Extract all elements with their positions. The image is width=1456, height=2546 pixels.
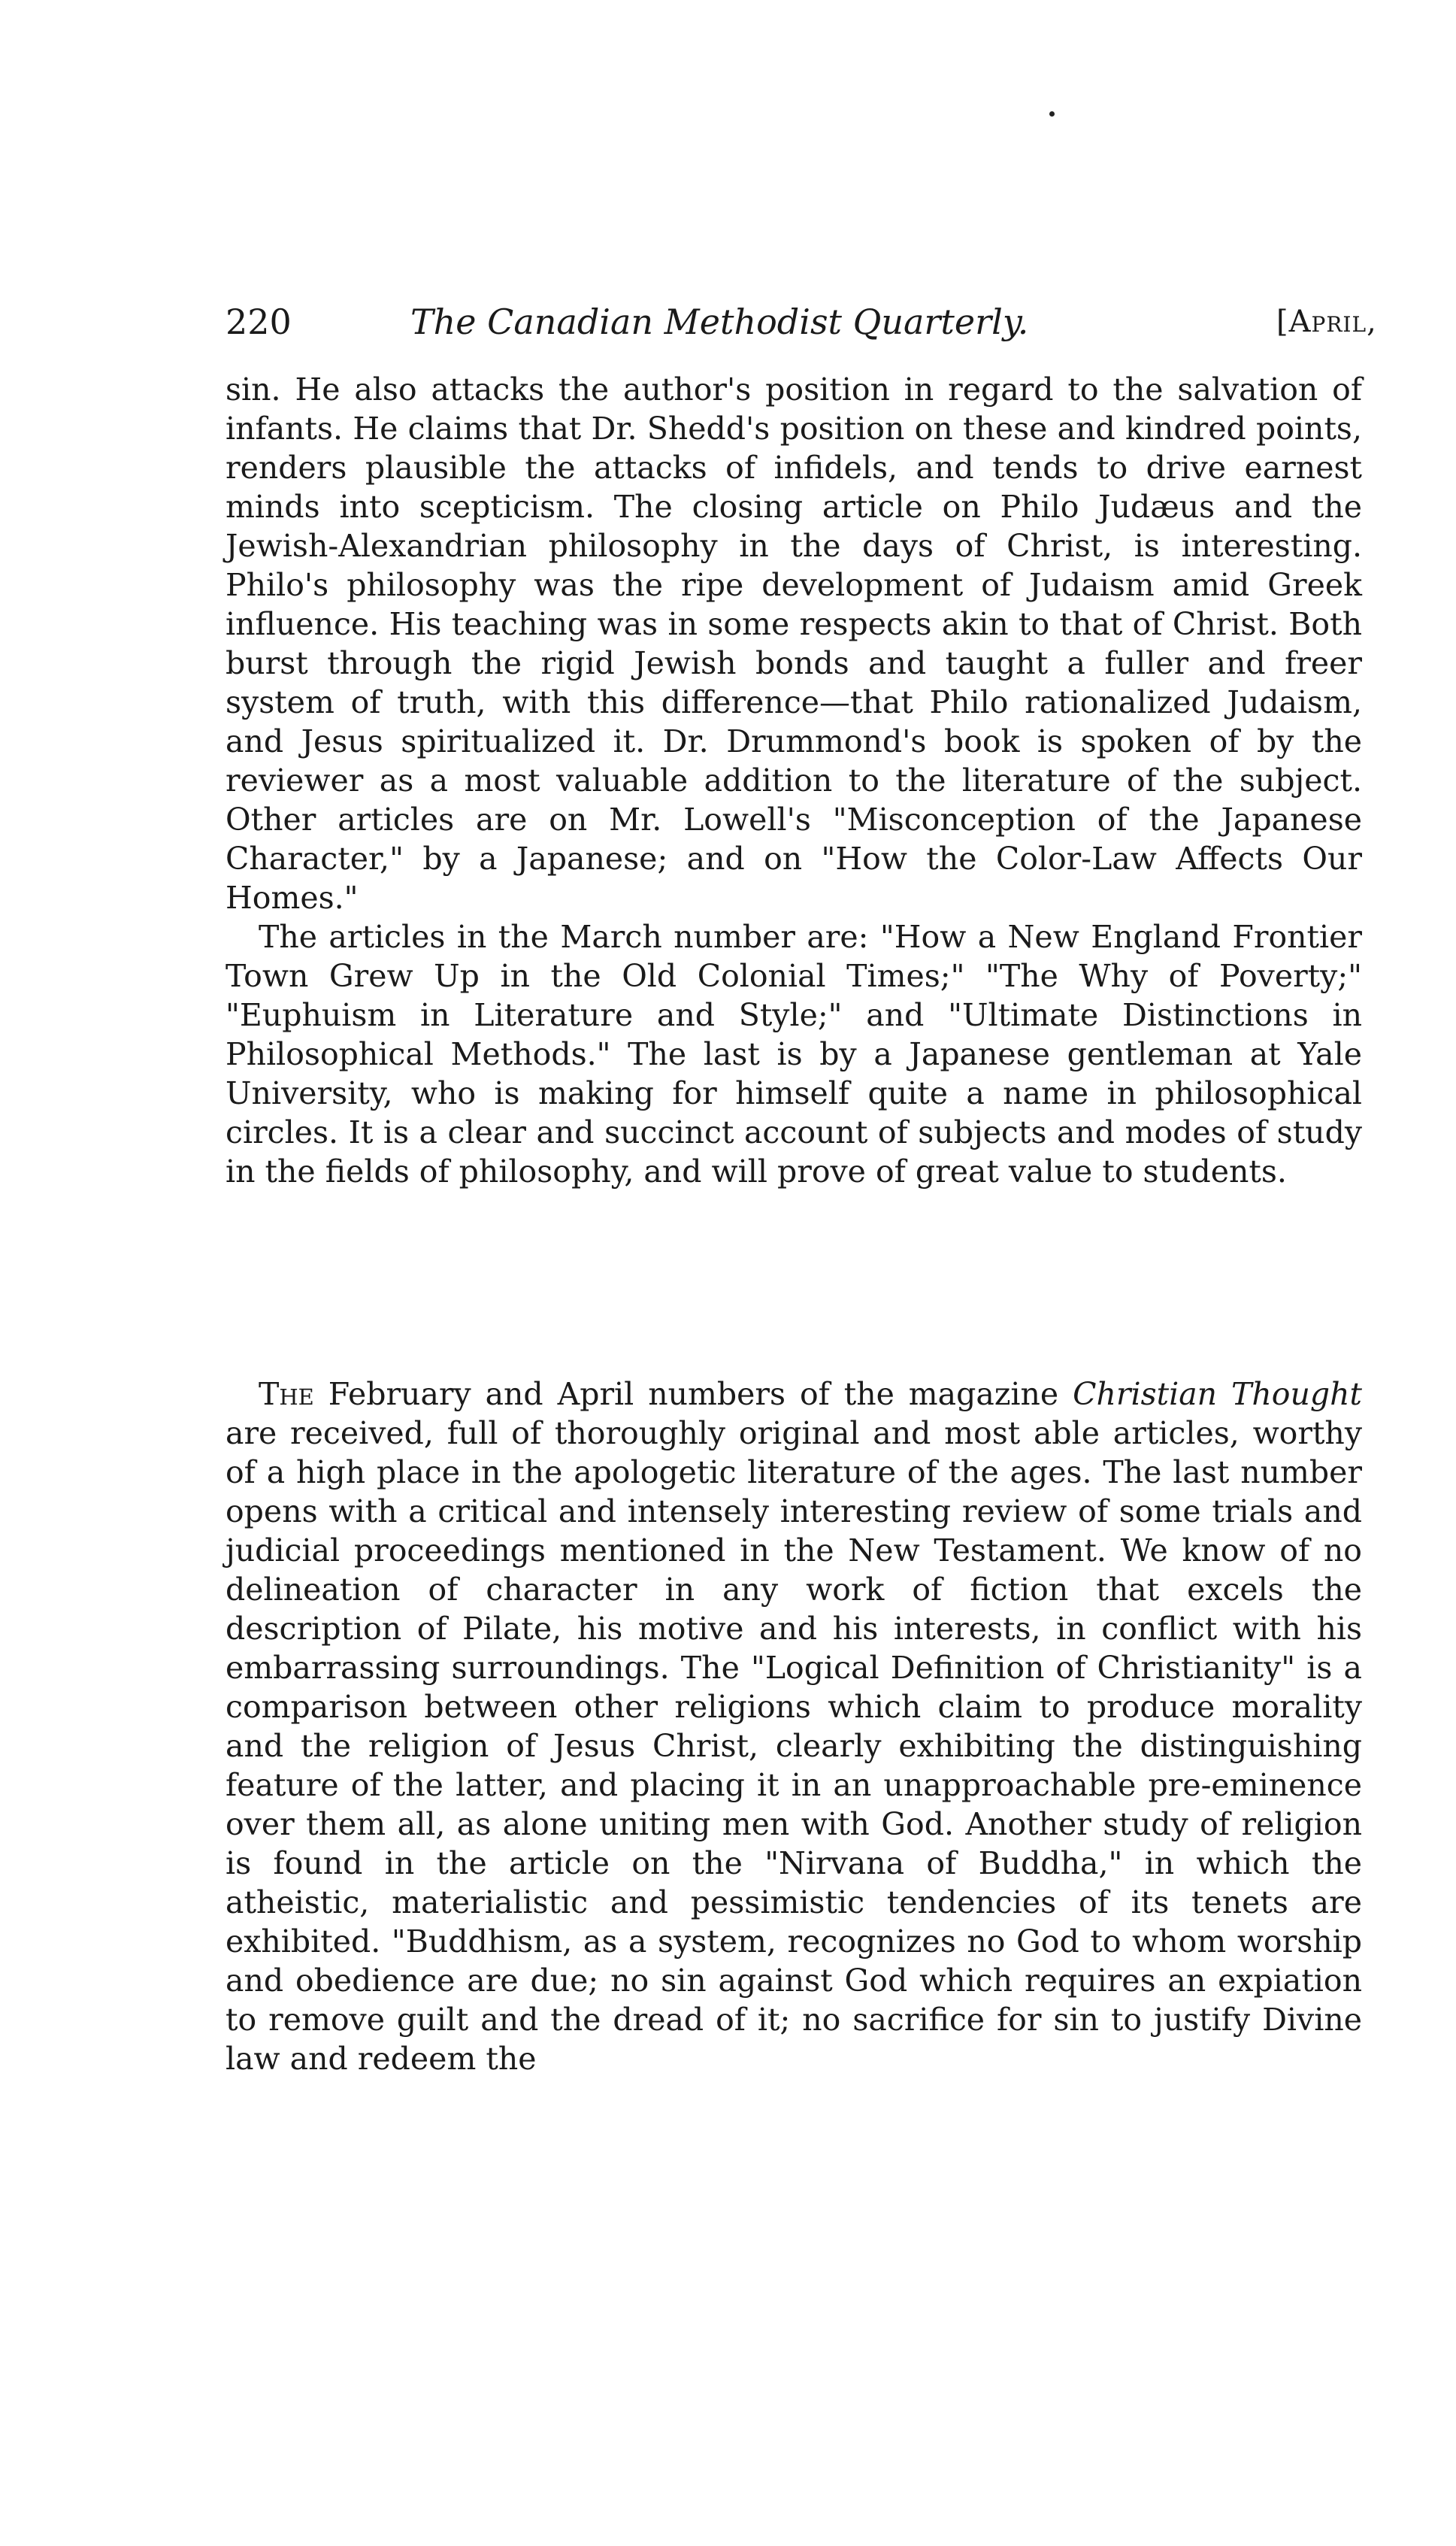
running-header [226,292,1428,352]
review-continuation [226,370,1362,1191]
lead-word: The [259,1376,314,1412]
running-title: The Canadian Methodist Quarterly. [410,302,1029,342]
paragraph-3 [226,1375,1362,2078]
paragraph-1: sin. He also attacks the author's position in regard to the salvation of infants. He claims that Dr. Shedd's position on these and kindred points, renders plausible the attacks of infidels, and tends to drive earnest minds into scepticism. The closing article on Philo Judæus and the Jewish-Alexandrian philosophy in the days of Christ, is interesting. Philo's philosophy was the ripe development of Judaism amid Greek influence. His teaching was in some respects akin to that of Christ. Both burst through the rigid Jewish bonds and taught a fuller and freer system of truth, with this difference—that Philo rationalized Judaism, and Jesus spiritualized it. Dr. Drummond's book is spoken of by the reviewer as a most valuable addition to the literature of the subject. Other articles are on Mr. Lowell's "Misconception of the Japanese Character," by a Japanese; and on "How the Color-Law Affects Our Homes." [226,371,1362,916]
page-number: 220 [226,302,292,342]
magazine-title: Christian Thought [1073,1376,1362,1412]
text-after-title: are received, full of thoroughly original and most able articles, worthy of a high place in the apologetic literature of the ages. The last number opens with a critical and intensely interesting review of some trials and judicial proceedings mentioned in the New Testament. We know of no delineation of character in any work of fiction that excels the description of Pilate, his motive and his interests, in conflict with his embarrassing surroundings. The "Logical Definition of Christianity" is a comparison between other religions which claim to produce morality and the religion of Jesus Christ, clearly exhibiting the distinguishing feature of the latter, and placing it in an unapproachable pre-eminence over them all, as alone uniting men with God. Another study of religion is found in the article on the "Nirvana of Buddha," in which the atheistic, materialistic and pessimistic tendencies of its tenets are exhibited. "Buddhism, as a system, recognizes no God to whom worship and obedience are due; no sin against God which requires an expiation to remove guilt and the dread of it; no sacrifice for sin to justify Divine law and redeem the [226,1415,1362,2077]
print-speck [1049,111,1055,117]
christian-thought-review [226,1375,1362,2078]
text-before-title: February and April numbers of the magazine [313,1376,1073,1412]
running-date: [April, [1276,305,1377,339]
paragraph-2: The articles in the March number are: "How a New England Frontier Town Grew Up in the Old Colonial Times;" "The Why of Poverty;" "Euphuism in Literature and Style;" and "Ultimate Distinctions in Philosophical Methods." The last is by a Japanese gentleman at Yale University, who is making for himself quite a name in philosophical circles. It is a clear and succinct account of subjects and modes of study in the fields of philosophy, and will prove of great value to students. [226,919,1362,1190]
